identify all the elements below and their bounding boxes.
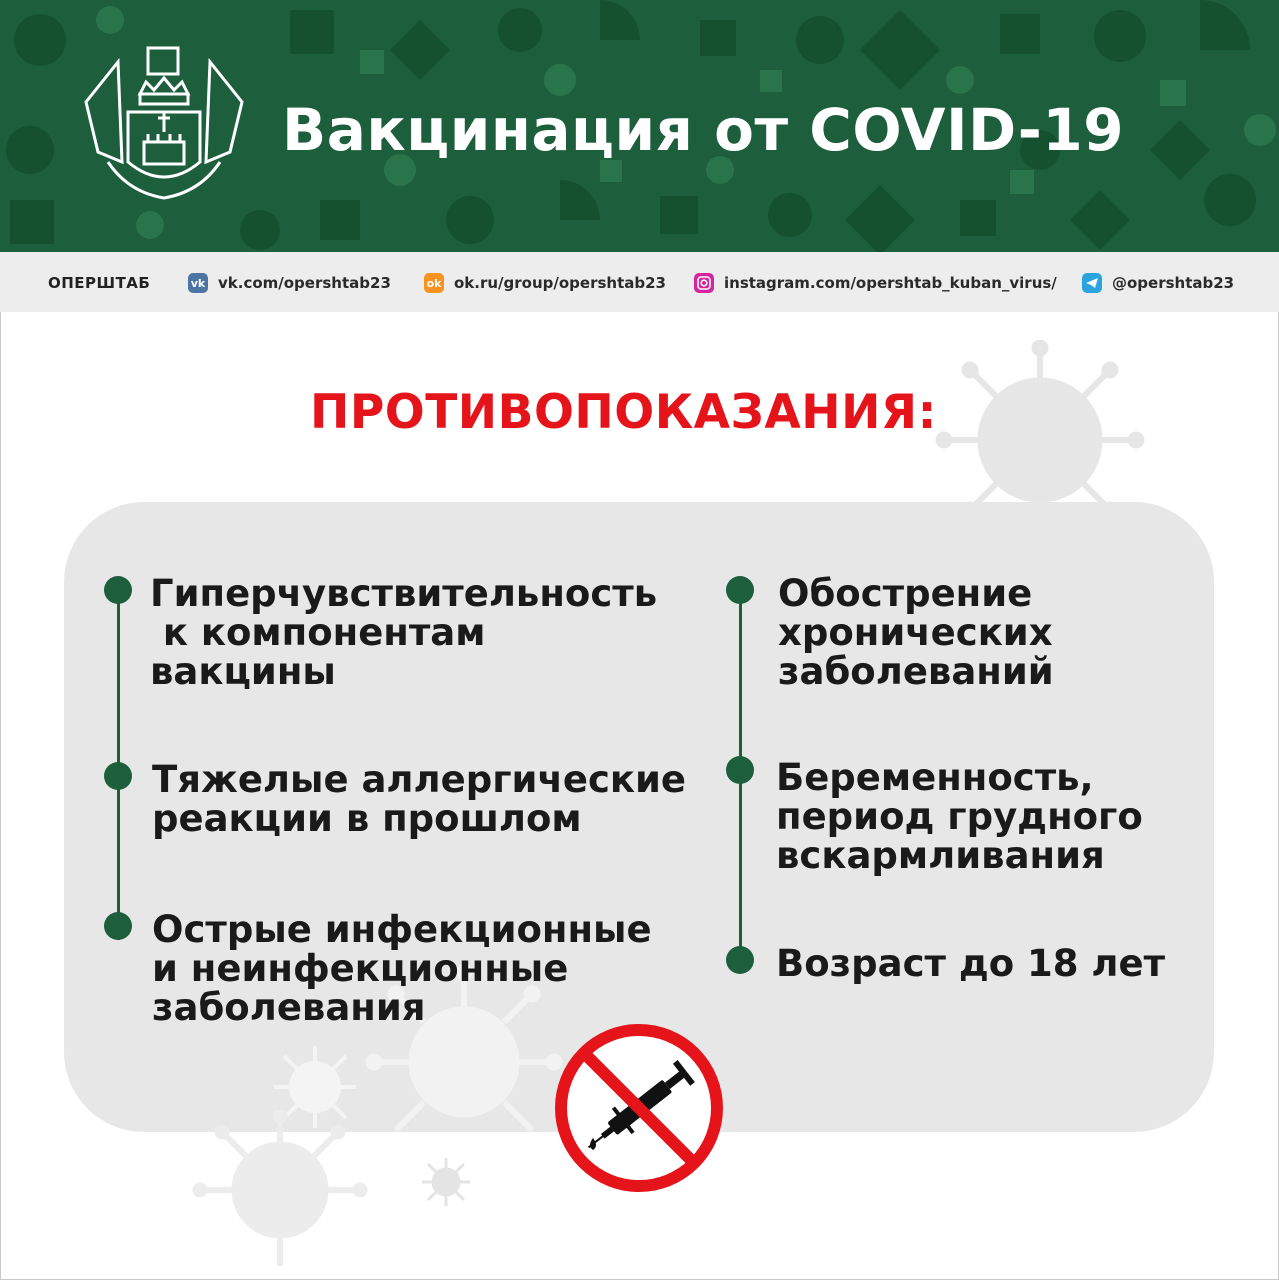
- bullet-dot: [104, 762, 132, 790]
- header-banner: [0, 0, 1279, 252]
- bullet-dot: [104, 576, 132, 604]
- bullet-dot: [726, 756, 754, 784]
- virus-decoration-icon: [930, 340, 1150, 520]
- contraindications-heading: ПРОТИВОПОКАЗАНИЯ:: [310, 385, 937, 440]
- vk-link[interactable]: vk vk.com/opershtab23: [188, 272, 391, 294]
- odnoklassniki-icon: ok: [424, 273, 444, 293]
- page-title: Вакцинация от COVID-19: [282, 96, 1125, 164]
- virus-decoration-icon: [420, 1156, 472, 1208]
- krasnodar-krai-coat-of-arms-icon: [78, 42, 250, 202]
- bullet-dot: [726, 946, 754, 974]
- contraindication-item: Возраст до 18 лет: [776, 942, 1166, 985]
- contraindication-item: Обострение хронических заболеваний: [778, 572, 1054, 693]
- bullet-dot: [726, 576, 754, 604]
- vk-icon: vk: [188, 273, 208, 293]
- bullet-dot: [104, 912, 132, 940]
- opershtab-label: ОПЕРШТАБ: [48, 274, 151, 292]
- telegram-link[interactable]: @opershtab23: [1082, 272, 1234, 294]
- contraindication-item: Гиперчувствительность к компонентам вакцины: [150, 572, 658, 693]
- ok-link[interactable]: ok ok.ru/group/opershtab23: [424, 272, 666, 294]
- telegram-icon: [1082, 273, 1102, 293]
- social-links-bar: [0, 252, 1279, 312]
- no-syringe-icon: [553, 1022, 725, 1194]
- contraindication-item: Беременность, период грудного вскармливания: [776, 756, 1143, 877]
- instagram-link[interactable]: instagram.com/opershtab_kuban_virus/: [694, 272, 1057, 294]
- instagram-icon: [694, 273, 714, 293]
- contraindication-item: Острые инфекционные и неинфекционные заболевания: [152, 908, 652, 1029]
- virus-decoration-icon: [190, 1110, 370, 1270]
- contraindication-item: Тяжелые аллергические реакции в прошлом: [152, 758, 687, 840]
